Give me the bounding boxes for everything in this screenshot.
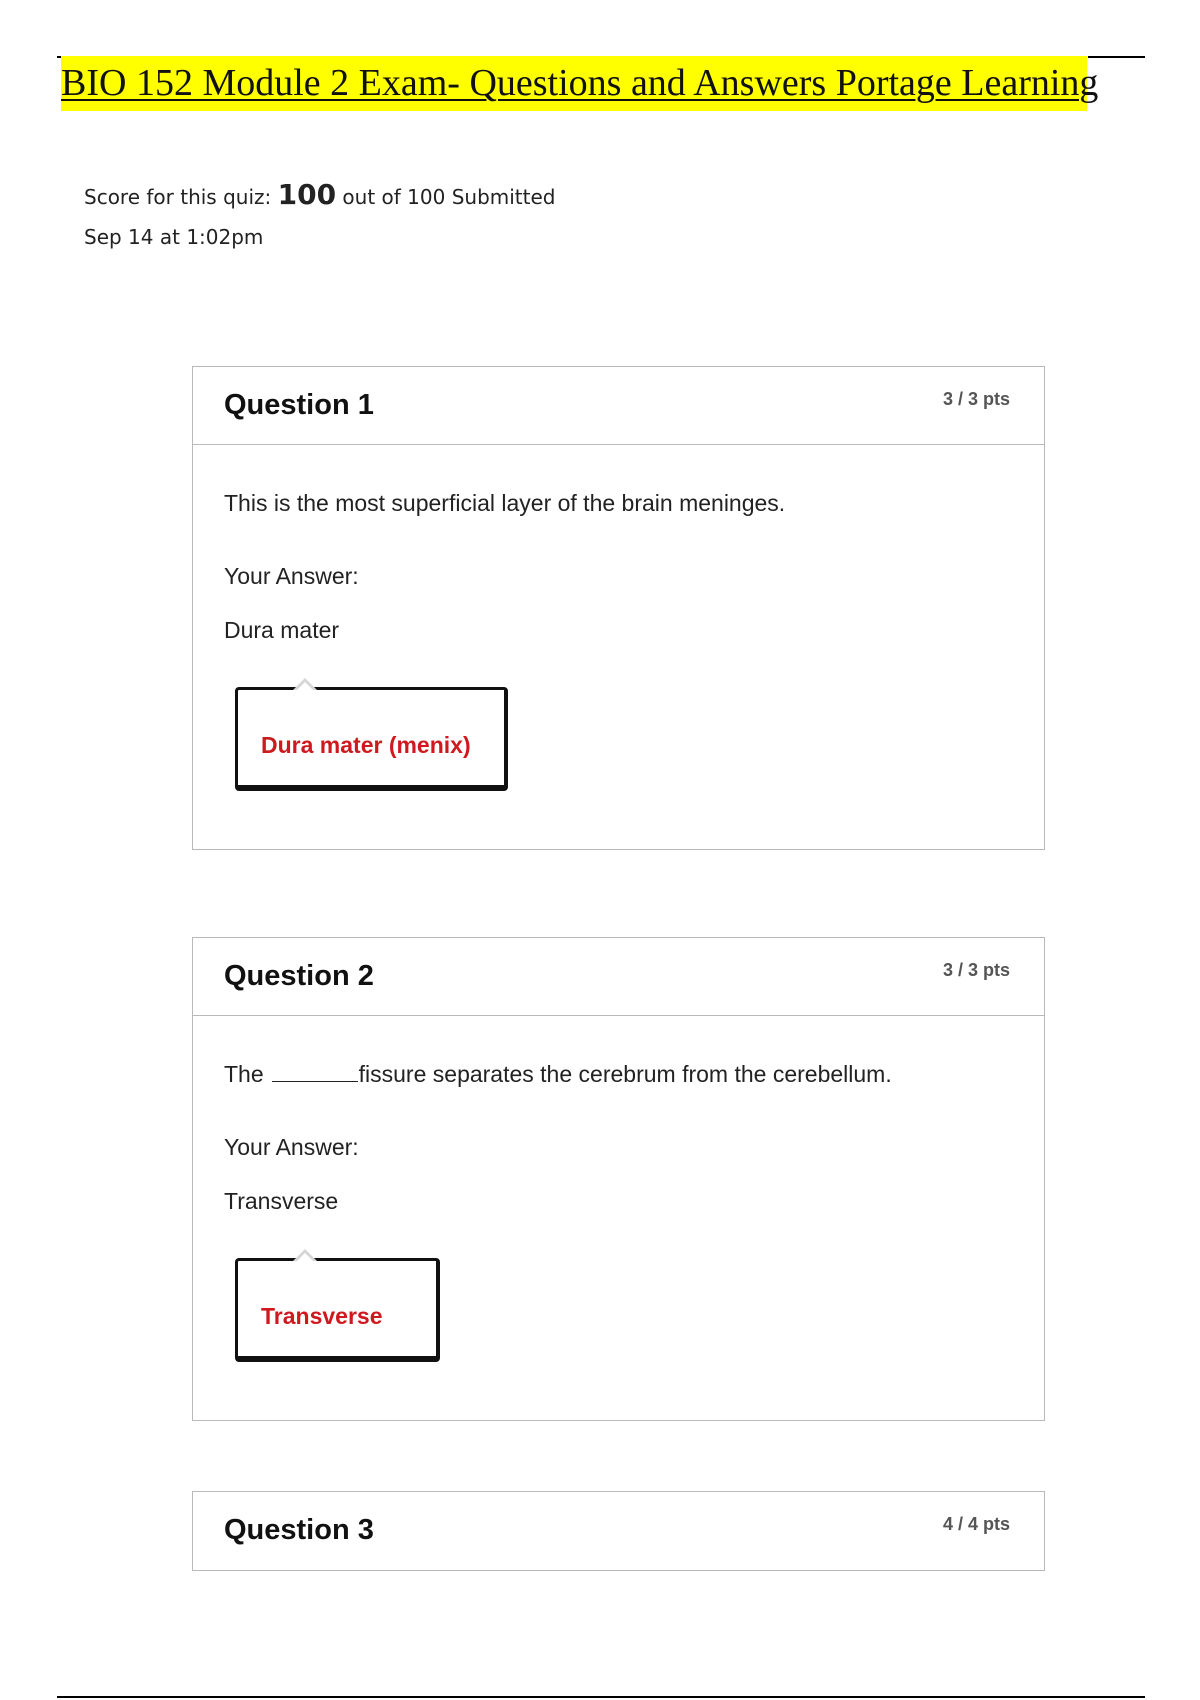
correct-answer-text: Transverse [261,1303,383,1329]
question-card-2 [192,937,1045,1421]
submitted-date: Sep 14 at 1:02pm [84,225,264,249]
question-header [193,1492,1044,1569]
question-title: Question 1 [224,389,374,421]
correct-answer-callout [235,687,508,791]
question-prompt [224,1061,892,1088]
your-answer-value: Transverse [224,1188,339,1214]
score-value: 100 [277,178,337,211]
question-header [193,367,1044,445]
question-card-3 [192,1491,1045,1571]
prompt-before-blank: The [224,1061,264,1087]
question-title: Question 3 [224,1514,374,1546]
question-prompt: This is the most superficial layer of the brain meninges. [224,490,786,516]
your-answer-label: Your Answer: [224,563,359,589]
question-title: Question 2 [224,960,374,992]
correct-answer-callout [235,1258,440,1362]
quiz-score-line [84,178,556,211]
bottom-rule [57,1696,1145,1698]
prompt-after-blank: fissure separates the cerebrum from the cerebellum. [358,1061,892,1087]
document-title: BIO 152 Module 2 Exam- Questions and Answers Portage Learning [61,56,1087,111]
question-card-1 [192,366,1045,850]
question-points: 3 / 3 pts [942,389,1010,409]
question-points: 3 / 3 pts [942,960,1010,980]
your-answer-value: Dura mater [224,617,340,643]
question-points: 4 / 4 pts [942,1514,1010,1534]
score-prefix: Score for this quiz: [84,185,272,209]
correct-answer-text: Dura mater (menix) [261,732,471,758]
top-rule-right [1088,56,1145,58]
score-suffix: out of 100 Submitted [342,185,556,209]
your-answer-label: Your Answer: [224,1134,359,1160]
fill-in-blank [272,1063,358,1082]
question-header [193,938,1044,1016]
